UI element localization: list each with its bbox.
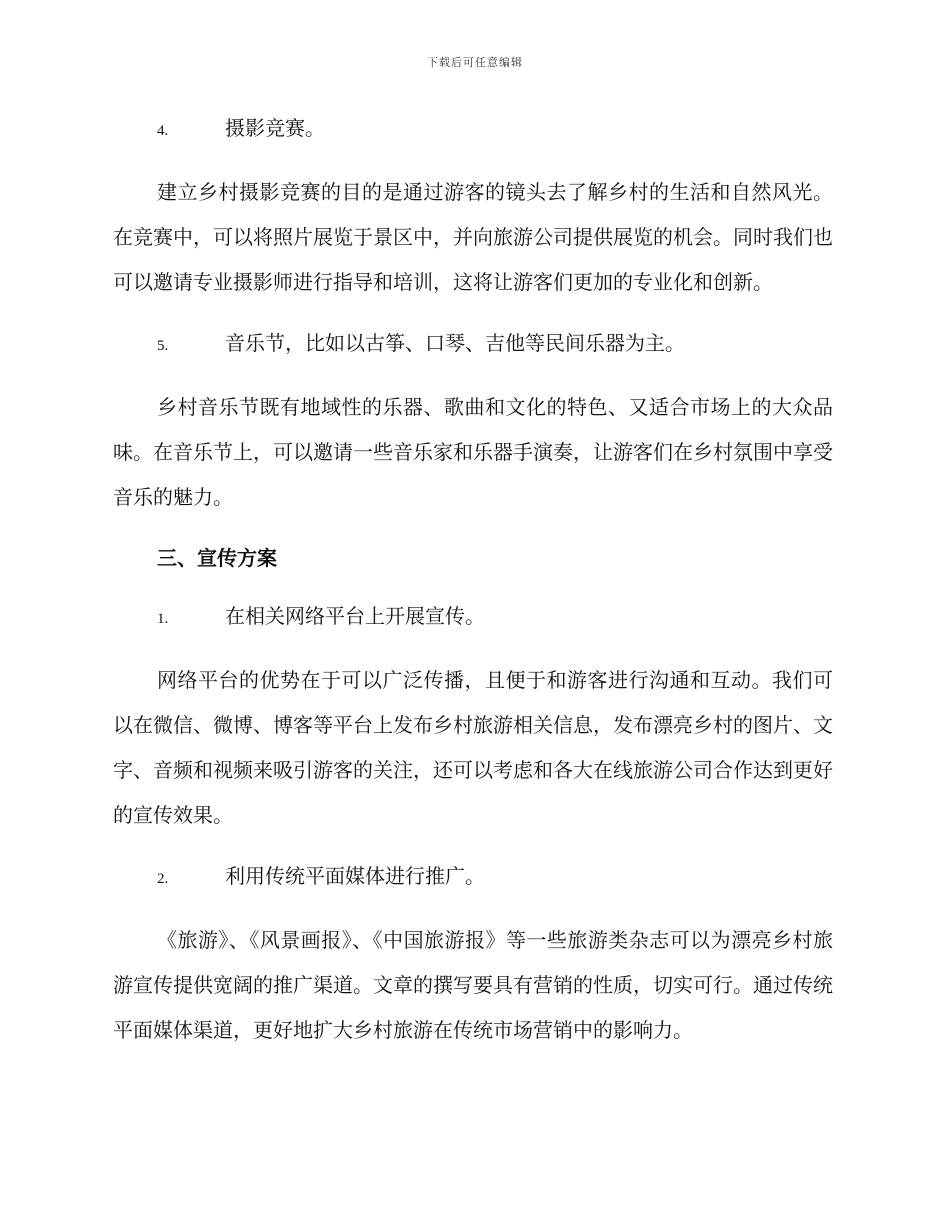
paragraph-online-promotion: 网络平台的优势在于可以广泛传播，且便于和游客进行沟通和互动。我们可以在微信、微博、博客等平台上发布乡村旅游相关信息，发布漂亮乡村的图片、文字、音频和视频来吸引游客的关注，还可以考虑和各大在线旅游公司合作达到更好的宣传效果。: [113, 668, 833, 827]
list-item-5: [113, 327, 833, 361]
list-item-text: 在相关网络平台上开展宣传。: [225, 604, 485, 628]
list-number: 2.: [157, 871, 169, 887]
list-item-2: [113, 860, 833, 894]
section-heading: 三、宣传方案: [157, 546, 277, 570]
document-body: [113, 112, 833, 1075]
paragraph-music-festival: 乡村音乐节既有地域性的乐器、歌曲和文化的特色、又适合市场上的大众品味。在音乐节上，可以邀请一些音乐家和乐器手演奏，让游客们在乡村氛围中享受音乐的魅力。: [113, 395, 833, 509]
paragraph-photography: 建立乡村摄影竞赛的目的是通过游客的镜头去了解乡村的生活和自然风光。在竞赛中，可以将照片展览于景区中，并向旅游公司提供展览的机会。同时我们也可以邀请专业摄影师进行指导和培训，这将让游客们更加的专业化和创新。: [113, 180, 833, 294]
list-item-4: [113, 112, 833, 146]
list-number: 4.: [157, 123, 169, 139]
list-item-text: 摄影竞赛。: [225, 116, 325, 140]
list-item-text: 利用传统平面媒体进行推广。: [225, 864, 485, 888]
list-number: 1.: [157, 611, 169, 627]
list-item-1: [113, 600, 833, 634]
list-item-text: 音乐节，比如以古筝、口琴、吉他等民间乐器为主。: [225, 331, 685, 355]
list-number: 5.: [157, 338, 169, 354]
paragraph-print-media: 《旅游》、《风景画报》、《中国旅游报》等一些旅游类杂志可以为漂亮乡村旅游宣传提供宽阔的推广渠道。文章的撰写要具有营销的性质，切实可行。通过传统平面媒体渠道，更好地扩大乡村旅游在传统市场营销中的影响力。: [113, 928, 833, 1042]
page-header-note: 下载后可任意编辑: [427, 56, 523, 69]
